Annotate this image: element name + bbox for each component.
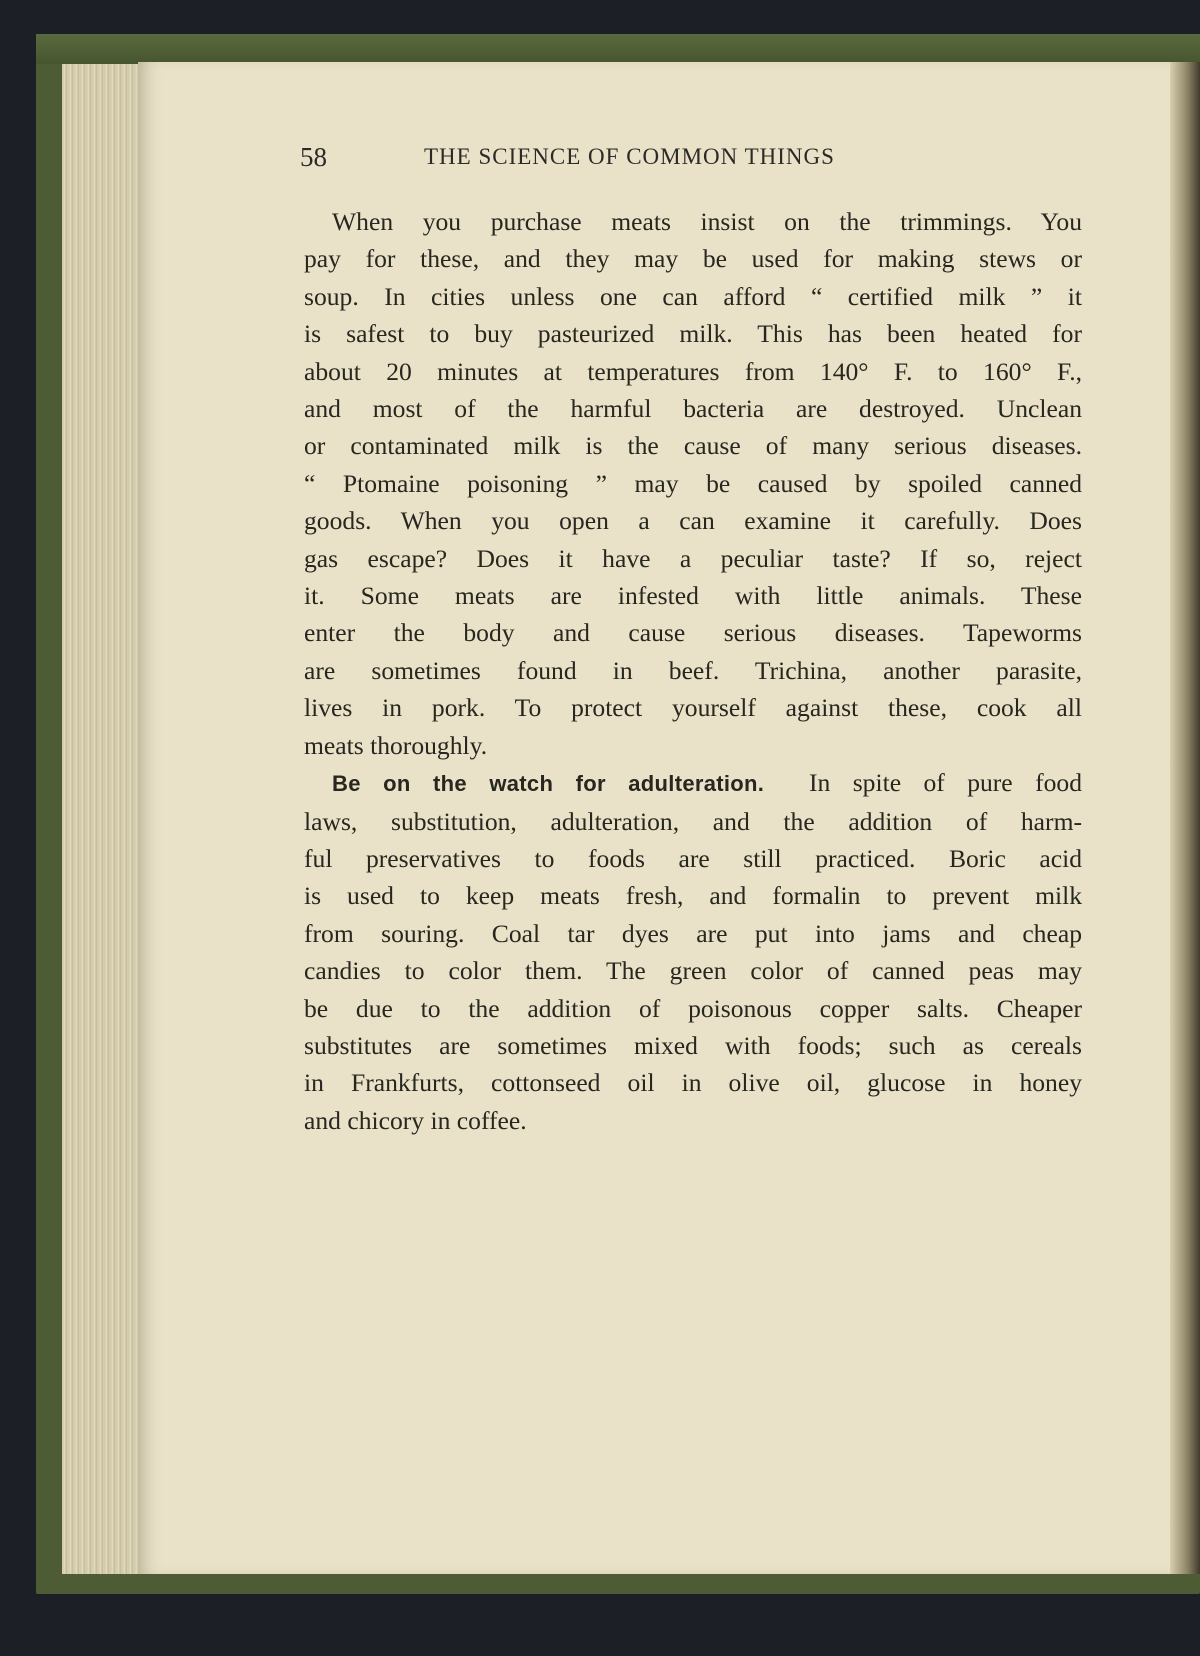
text-line: be due to the addition of poisonous copper salts. Cheaper [304, 993, 1082, 1023]
text-line [304, 764, 1082, 802]
page-body [304, 203, 1082, 1139]
text-line: from souring. Coal tar dyes are put into jams and cheap [304, 918, 1082, 948]
text-line: is safest to buy pasteurized milk. This has been heated for [304, 319, 1082, 349]
text-line: gas escape? Does it have a peculiar taste? If so, reject [304, 543, 1082, 573]
paragraph-adulteration [304, 764, 1082, 1139]
text-line: and most of the harmful bacteria are destroyed. Unclean [304, 394, 1082, 424]
text-line: are sometimes found in beef. Trichina, another parasite, [304, 655, 1082, 685]
text-line: “ Ptomaine poisoning ” may be caused by spoiled canned [304, 468, 1082, 498]
page-edges [62, 64, 142, 1574]
text-line: ful preservatives to foods are still practiced. Boric acid [304, 843, 1082, 873]
text-line: lives in pork. To protect yourself against these, cook all [304, 693, 1082, 723]
text-line: When you purchase meats insist on the trimmings. You [332, 207, 1082, 236]
text-line: about 20 minutes at temperatures from 140° F. to 160° F., [304, 356, 1082, 386]
text-line: in Frankfurts, cottonseed oil in olive oil, glucose in honey [304, 1068, 1082, 1098]
text-line: enter the body and cause serious diseases. Tapeworms [304, 618, 1082, 648]
running-title: THE SCIENCE OF COMMON THINGS [424, 144, 835, 169]
text-line: it. Some meats are infested with little animals. These [304, 581, 1082, 611]
text-line: goods. When you open a can examine it carefully. Does [304, 506, 1082, 536]
text-line: pay for these, and they may be used for making stews or [304, 244, 1082, 274]
paragraph-trimmings [304, 203, 1082, 764]
subhead-line-rest: In spite of pure food [809, 768, 1082, 798]
text-line: substitutes are sometimes mixed with foods; such as cereals [304, 1030, 1082, 1060]
page-header [300, 142, 980, 182]
text-line: soup. In cities unless one can afford “ certified milk ” it [304, 281, 1082, 311]
text-line: is used to keep meats fresh, and formalin to prevent milk [304, 881, 1082, 911]
section-subhead: Be on the watch for adulteration. [332, 771, 765, 797]
text-line: meats thoroughly. [304, 730, 488, 760]
text-line: or contaminated milk is the cause of many serious diseases. [304, 431, 1082, 461]
book-cover-top-edge [36, 34, 1200, 64]
text-line: candies to color them. The green color of canned peas may [304, 956, 1082, 986]
text-line: laws, substitution, adulteration, and the addition of harm- [304, 806, 1082, 836]
page-number: 58 [300, 142, 327, 172]
book-gutter [1170, 62, 1200, 1574]
text-line: and chicory in coffee. [304, 1105, 527, 1135]
